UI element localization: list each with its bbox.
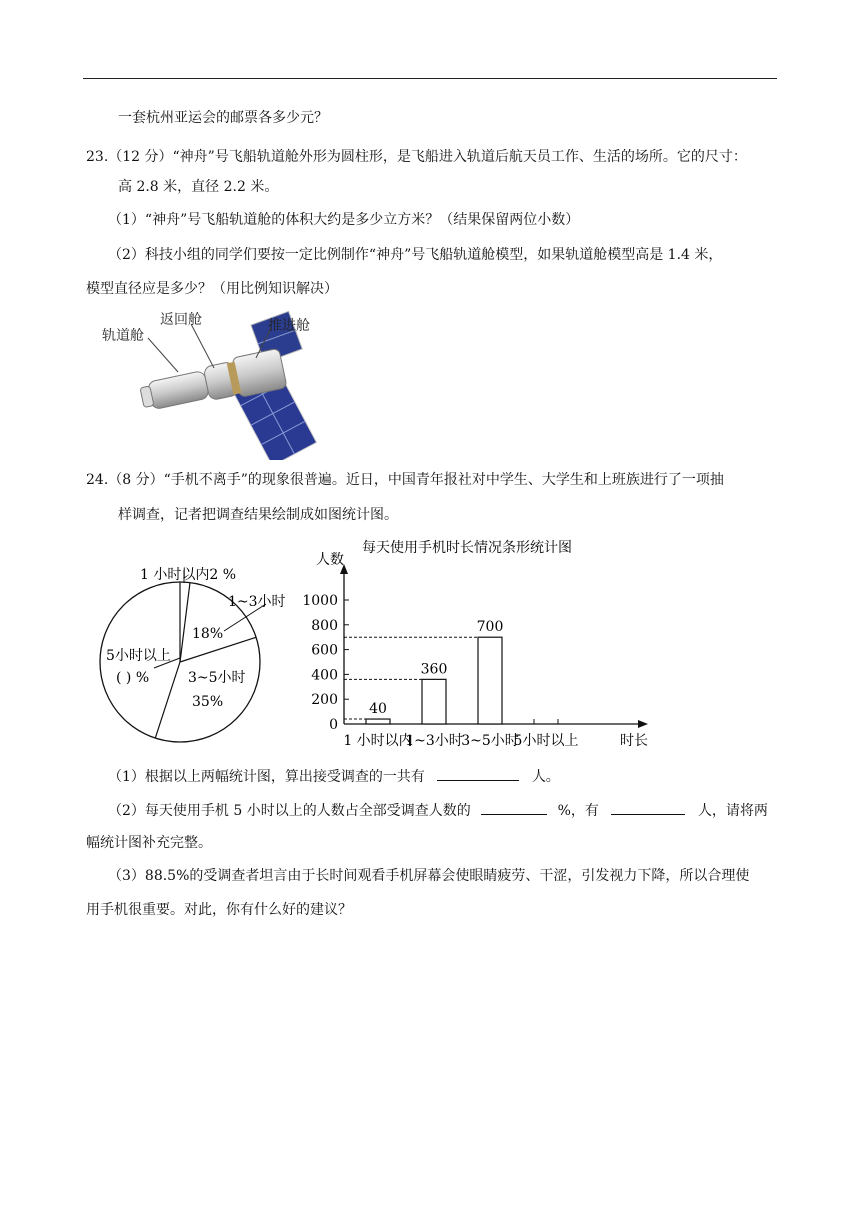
pie-label-over-5h: 5小时以上: [106, 648, 171, 664]
bar: [478, 637, 502, 724]
x-tick-label: 1~3小时: [405, 733, 463, 749]
answer-blank-percent[interactable]: [481, 800, 547, 815]
bar-data-label: 700: [476, 619, 504, 636]
pie-value-over-5h: ( ) %: [116, 670, 150, 686]
x-tick-label: 5小时以上: [513, 733, 579, 749]
answer-blank-total[interactable]: [437, 766, 519, 781]
q24-sub2-text-a: （2）每天使用手机 5 小时以上的人数占全部受调查人数的: [108, 803, 471, 819]
q24-sub2: [108, 800, 768, 821]
label-orbital-module: 轨道舱: [102, 328, 144, 344]
label-return-module: 返回舱: [160, 312, 202, 328]
spacecraft-illustration: [96, 310, 356, 460]
bar-data-label: 360: [420, 661, 448, 678]
q22-tail-text: 一套杭州亚运会的邮票各多少元？: [118, 110, 328, 126]
pie-value-1-3h: 18%: [192, 626, 224, 642]
q23-sub1: （1）“神舟”号飞船轨道舱的体积大约是多少立方米？（结果保留两位小数）: [108, 212, 580, 228]
bar: [366, 719, 390, 724]
x-axis-label: 时长: [620, 733, 648, 749]
q24-line2: 样调查，记者把调查结果绘制成如图统计图。: [118, 507, 398, 523]
y-tick-label: 800: [311, 617, 338, 634]
x-axis-arrow: [638, 720, 648, 728]
pie-label-3-5h: 3~5小时: [188, 670, 246, 686]
bar-chart-title: 每天使用手机时长情况条形统计图: [362, 540, 572, 556]
y-tick-label: 200: [311, 692, 338, 709]
q23-line1: 23.（12 分）“神舟”号飞船轨道舱外形为圆柱形，是飞船进入轨道后航天员工作、生活的场所。它的尺寸：: [86, 149, 747, 165]
q23-sub2-line1: （2）科技小组的同学们要按一定比例制作“神舟”号飞船轨道舱模型，如果轨道舱模型高是 1.4 米，: [108, 247, 723, 263]
x-tick-label: 1 小时以内: [343, 733, 413, 749]
q23-line2: 高 2.8 米，直径 2.2 米。: [118, 179, 279, 195]
q24-sub2-text-b: %，有: [557, 803, 599, 819]
bar-data-label: 40: [369, 701, 387, 718]
y-tick-label: 1000: [302, 593, 338, 609]
header-rule: [83, 78, 777, 79]
q24-sub3-line2: 用手机很重要。对此，你有什么好的建议？: [86, 902, 352, 918]
bar: [422, 679, 446, 724]
q24-sub2-line2: 幅统计图补充完整。: [86, 835, 212, 851]
y-tick-label: 400: [311, 667, 338, 684]
answer-blank-count[interactable]: [611, 800, 685, 815]
q24-sub1-text-b: 人。: [531, 769, 560, 785]
pie-label-under-1h: 1 小时以内2 %: [140, 567, 237, 583]
y-axis-label: 人数: [316, 552, 344, 568]
y-tick-label: 0: [329, 717, 338, 733]
y-tick-label: 600: [311, 642, 338, 659]
q23-sub2-line2: 模型直径应是多少？（用比例知识解决）: [86, 281, 338, 297]
pie-value-3-5h: 35%: [192, 694, 224, 710]
x-tick-label: 3~5小时: [461, 733, 519, 749]
q24-line1: 24.（8 分）“手机不离手”的现象很普遍。近日，中国青年报社对中学生、大学生和上班族进行了一项抽: [86, 472, 724, 488]
q24-sub2-text-c: 人，请将两: [697, 803, 768, 819]
q24-sub1-text-a: （1）根据以上两幅统计图，算出接受调查的一共有: [108, 769, 425, 785]
pie-label-1-3h: 1~3小时: [228, 594, 286, 610]
pie-chart: [96, 556, 296, 756]
q24-sub3-line1: （3）88.5%的受调查者坦言由于长时间观看手机屏幕会使眼睛疲劳、干涩，引发视力下降，所以合理使: [108, 868, 750, 884]
bar-chart: [300, 530, 670, 755]
label-propulsion-module: 推进舱: [268, 318, 310, 334]
q24-sub1: [108, 766, 560, 787]
